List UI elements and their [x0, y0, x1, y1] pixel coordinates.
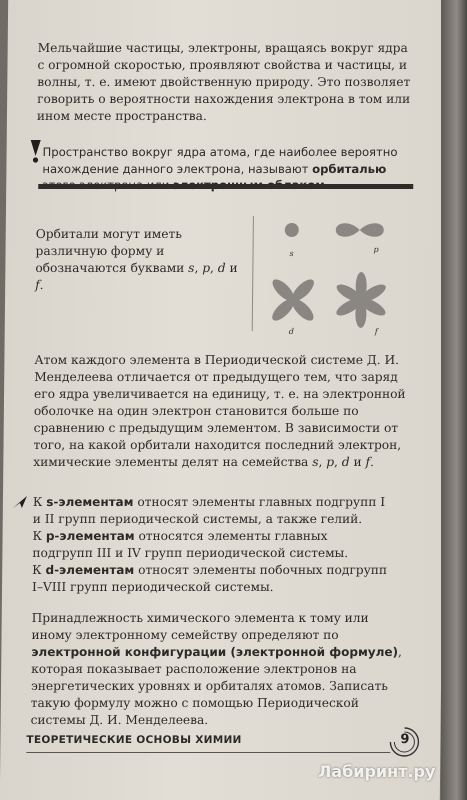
sep: , — [209, 261, 218, 275]
f-orbital-label: f — [374, 327, 378, 336]
prefix: К — [32, 529, 46, 543]
period: . — [39, 278, 44, 292]
sep: , — [194, 261, 203, 275]
config-text-1: Принадлежность химического элемента к тому или иному электронному семейству определяют по — [31, 611, 369, 642]
letter-p: p — [202, 261, 211, 275]
mendeleev-paragraph — [33, 352, 412, 471]
family-item-s — [33, 494, 389, 528]
term-s-elements: s-элементам — [46, 495, 134, 509]
period: . — [369, 455, 374, 469]
letter-f: f — [365, 455, 371, 469]
page-edge — [441, 0, 467, 800]
f-orbital-shape — [334, 272, 389, 328]
family-item-d — [32, 562, 388, 596]
arrow-marker-icon — [11, 494, 29, 514]
s-orbital-shape — [285, 223, 299, 237]
d-orbital-label: d — [288, 327, 294, 336]
letter-s: s — [188, 261, 195, 275]
intro-paragraph: Мельчайшие частицы, электроны, вращаясь вокруг ядра с огромной скоростью, проявляют свойства и частицы, и волны, т. е. имеют двойственную природу. Это позволяет говорить о вероятности нахождения электрона в том или ином месте пространства. — [36, 41, 411, 123]
sep: , — [318, 455, 327, 469]
config-paragraph — [31, 610, 410, 729]
families-list — [32, 494, 413, 596]
prefix: К — [32, 495, 47, 509]
page-number: 9 — [400, 732, 410, 747]
family-text: относятся элементы главных подгрупп III и IV групп периодической системы. — [32, 529, 349, 560]
family-text: относят элементы побочных подгрупп I–VIII групп периодической системы. — [31, 563, 388, 594]
p-orbital-shape — [336, 223, 384, 237]
orbital-shapes-figure — [257, 212, 418, 342]
d-orbital-shape — [269, 276, 318, 324]
and-word: и — [349, 455, 366, 469]
letter-d: d — [341, 455, 350, 469]
orbitals-paragraph — [35, 226, 250, 294]
p-orbital-label: p — [373, 245, 379, 254]
watermark-logo: Лабиринт.ру — [318, 762, 436, 781]
config-text-2: , которая показывает расположение электронов на энергетических уровнях и орбиталях атомов. Записать такую формулу можно с помощью Периодической системы Д. И. Менделеева. — [30, 645, 403, 727]
orbitals-text: Орбитали могут иметь различную форму и обозначаются буквами — [35, 227, 189, 275]
running-footer-title: ТЕОРЕТИЧЕСКИЕ ОСНОВЫ ХИМИИ — [26, 734, 242, 746]
and-word: и — [225, 261, 238, 275]
sep: , — [333, 455, 342, 469]
letter-d: d — [217, 261, 226, 275]
footer-rule — [26, 752, 390, 753]
figure-divider — [252, 216, 254, 331]
term-electron-config: электронной конфигурации (электронной формуле) — [31, 645, 399, 659]
s-orbital-label: s — [289, 249, 294, 258]
term-orbital: орбиталью — [312, 161, 387, 176]
definition-divider — [38, 184, 413, 189]
term-p-elements: p-элементам — [45, 529, 135, 543]
definition-text-1: Пространство вокруг ядра атома, где наиболее вероятно нахождение данного электрона, называют — [42, 145, 398, 176]
letter-f: f — [35, 278, 40, 292]
mendeleev-text: Атом каждого элемента в Периодической системе Д. И. Менделеева отличается от предыдущего тем, что заряд его ядра увеличивается на единицу, т. е. на электронной оболочке на один электрон становится больше по сравнению с предыдущим элементом. В зависимости от того, на какой орбитали находится последний электрон, химические элементы делят на семейства — [33, 353, 406, 469]
prefix: К — [32, 563, 46, 577]
family-item-p — [32, 528, 388, 562]
family-text: относят элементы главных подгрупп I и II групп периодической системы, а также гелий. — [32, 495, 386, 526]
letter-s: s — [312, 455, 319, 469]
term-d-elements: d-элементам — [45, 563, 135, 577]
letter-p: p — [326, 455, 335, 469]
